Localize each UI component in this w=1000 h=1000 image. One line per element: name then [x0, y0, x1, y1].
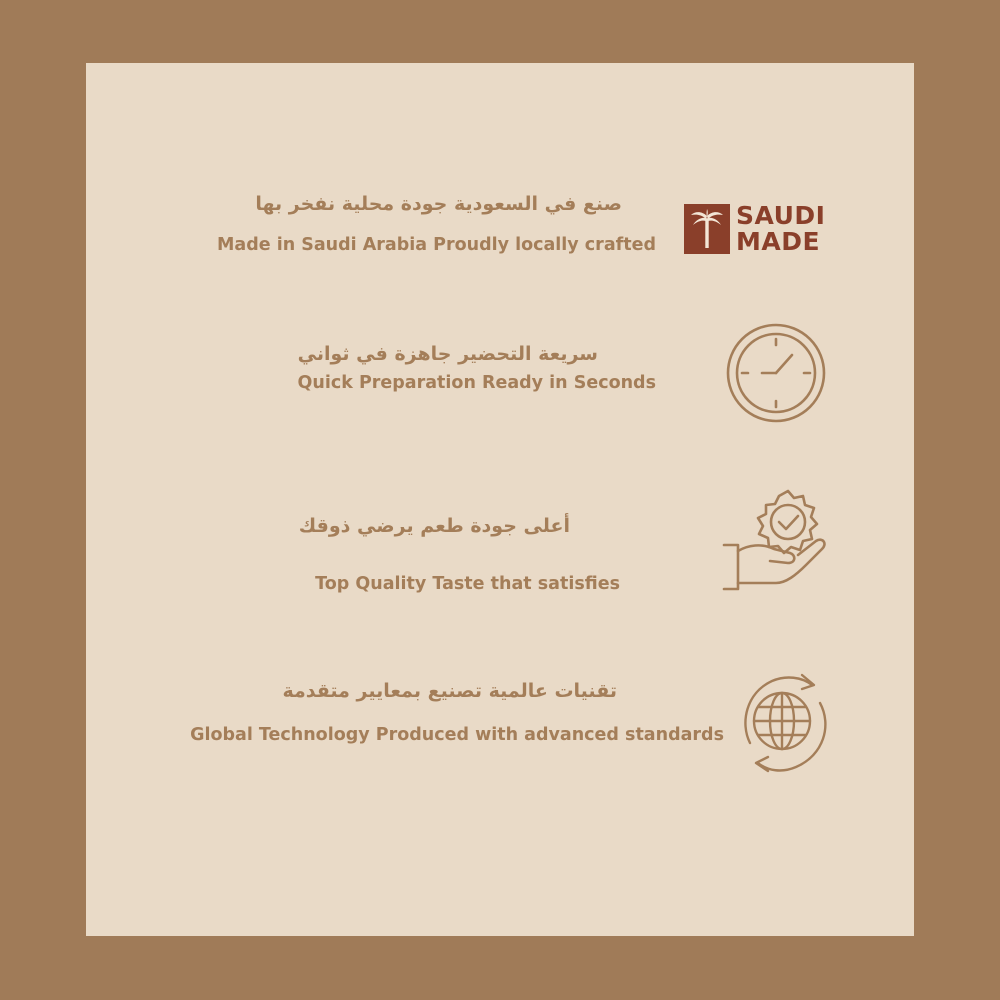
logo-line-1: SAUDI — [736, 201, 826, 230]
logo-line-2: MADE — [736, 227, 821, 256]
feature-2-english: Quick Preparation Ready in Seconds — [297, 373, 656, 393]
saudi-made-logo — [684, 199, 844, 259]
clock-icon — [724, 321, 828, 425]
globe-cycle-icon — [736, 667, 836, 777]
feature-4-english: Global Technology Produced with advanced standards — [190, 725, 724, 745]
feature-1-english: Made in Saudi Arabia Proudly locally crafted — [216, 235, 656, 255]
content-panel — [86, 63, 914, 936]
feature-4-arabic: تقنيات عالمية تصنيع بمعايير متقدمة — [282, 680, 617, 702]
quality-badge-hand-icon — [718, 487, 834, 597]
feature-1-arabic: صنع في السعودية جودة محلية نفخر بها — [255, 193, 622, 215]
feature-3-english: Top Quality Taste that satisfies — [315, 574, 620, 594]
feature-3-arabic: أعلى جودة طعم يرضي ذوقك — [298, 515, 570, 537]
feature-2-arabic: سريعة التحضير جاهزة في ثواني — [297, 343, 598, 365]
palm-tree-icon — [684, 204, 730, 254]
logo-wordmark — [736, 203, 825, 255]
